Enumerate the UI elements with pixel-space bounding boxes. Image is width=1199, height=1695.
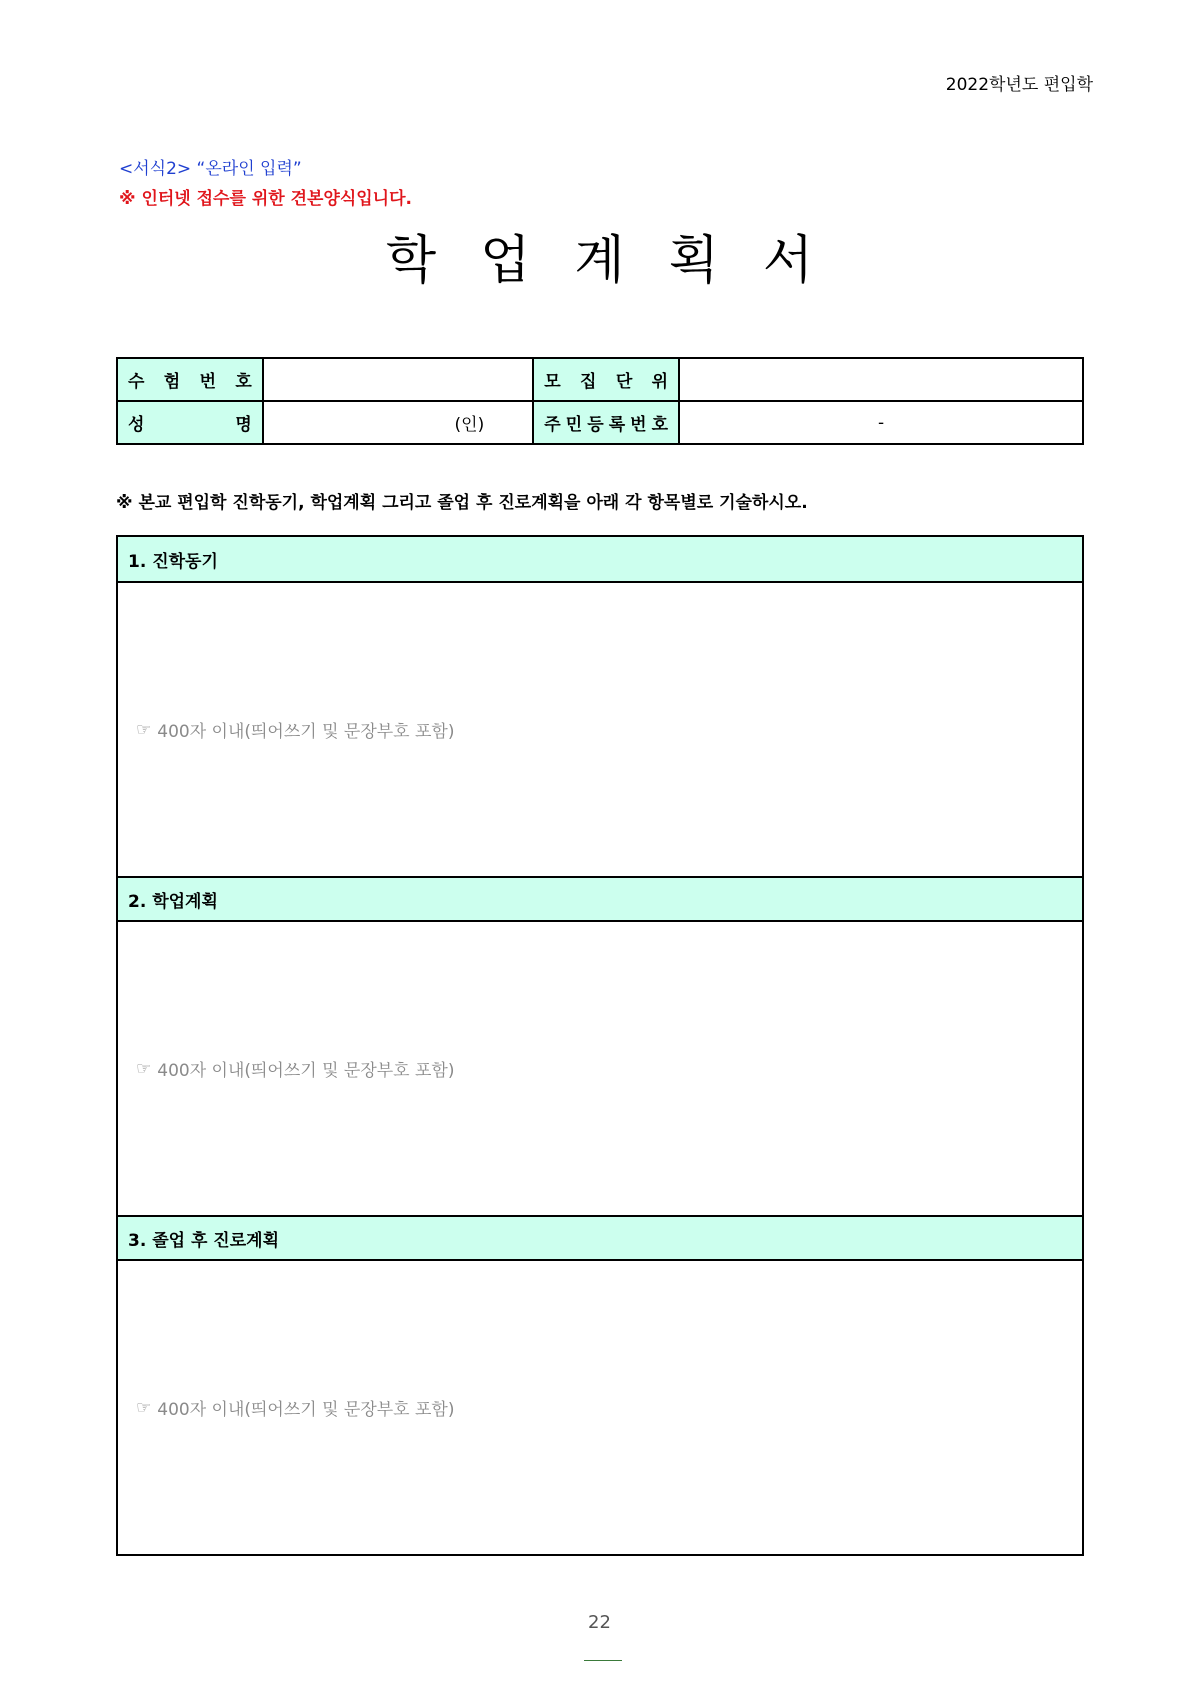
label-char: 번 bbox=[199, 372, 216, 392]
sample-notice: ※ 인터넷 접수를 위한 견본양식입니다. bbox=[119, 189, 412, 209]
label-char: 험 bbox=[163, 372, 181, 392]
label-char: 모 bbox=[544, 372, 561, 392]
exam-number-label bbox=[117, 358, 263, 401]
name-label bbox=[117, 401, 263, 444]
label-char: 주 bbox=[544, 415, 561, 435]
label-char: 호 bbox=[235, 372, 252, 392]
section-study-plan bbox=[118, 876, 1082, 1215]
section-text-area[interactable] bbox=[118, 583, 1082, 876]
section-hint: 400자 이내(띄어쓰기 및 문장부호 포함) bbox=[157, 1061, 455, 1081]
page-number: 22 bbox=[588, 1612, 611, 1633]
name-field[interactable] bbox=[263, 401, 533, 444]
footer-divider bbox=[584, 1660, 622, 1661]
resident-number-field[interactable]: - bbox=[679, 401, 1083, 444]
section-hint: 400자 이내(띄어쓰기 및 문장부호 포함) bbox=[157, 722, 455, 742]
applicant-info-table bbox=[116, 357, 1084, 445]
section-text-area[interactable] bbox=[118, 1261, 1082, 1554]
label-char: 호 bbox=[651, 415, 669, 435]
pointing-hand-icon: ☞ bbox=[136, 719, 152, 740]
section-hint: 400자 이내(띄어쓰기 및 문장부호 포함) bbox=[157, 1400, 455, 1420]
plan-sections bbox=[116, 535, 1084, 1556]
label-char: 번 bbox=[630, 415, 647, 435]
pointing-hand-icon: ☞ bbox=[136, 1397, 152, 1418]
label-char: 등 bbox=[587, 415, 604, 435]
year-label: 2022학년도 편입학 bbox=[945, 75, 1093, 95]
label-char: 집 bbox=[580, 372, 597, 392]
label-char: 수 bbox=[128, 372, 145, 392]
section-heading: 1. 진학동기 bbox=[118, 537, 1082, 583]
exam-number-label-chars bbox=[128, 367, 252, 392]
recruit-unit-field[interactable] bbox=[679, 358, 1083, 401]
recruit-unit-label-chars bbox=[544, 367, 668, 392]
exam-number-field[interactable] bbox=[263, 358, 533, 401]
label-char: 록 bbox=[608, 415, 626, 435]
label-char: 성 bbox=[128, 415, 145, 435]
section-motivation bbox=[118, 537, 1082, 876]
seal-mark: (인) bbox=[454, 415, 485, 435]
section-heading: 2. 학업계획 bbox=[118, 876, 1082, 922]
label-char: 위 bbox=[651, 372, 669, 392]
document-title: 학업계획서 bbox=[385, 231, 858, 291]
resident-number-label-chars bbox=[544, 410, 668, 435]
pointing-hand-icon: ☞ bbox=[136, 1058, 152, 1079]
instruction-text: ※ 본교 편입학 진학동기, 학업계획 그리고 졸업 후 진로계획을 아래 각 항목별로 기술하시오. bbox=[116, 493, 808, 513]
label-char: 단 bbox=[615, 372, 633, 392]
section-text-area[interactable] bbox=[118, 922, 1082, 1215]
section-heading: 3. 졸업 후 진로계획 bbox=[118, 1215, 1082, 1261]
section-career-plan bbox=[118, 1215, 1082, 1554]
form-label: <서식2> “온라인 입력” bbox=[119, 159, 302, 179]
recruit-unit-label bbox=[533, 358, 679, 401]
resident-number-label bbox=[533, 401, 679, 444]
label-char: 명 bbox=[235, 415, 252, 435]
label-char: 민 bbox=[565, 415, 583, 435]
name-label-chars bbox=[128, 410, 252, 435]
